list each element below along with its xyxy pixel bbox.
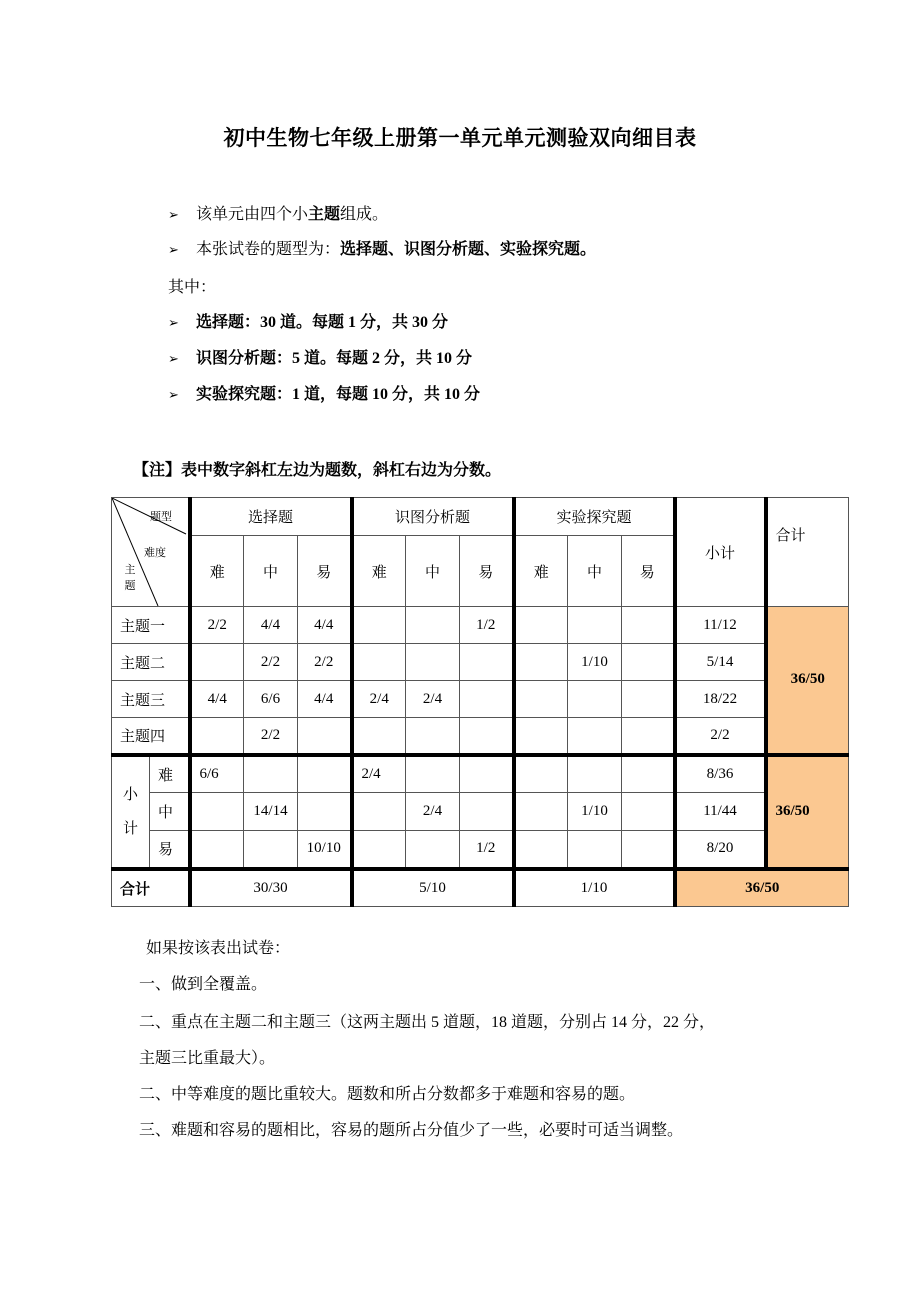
table-cell (514, 755, 568, 793)
header-subtotal: 小计 (675, 498, 766, 607)
table-cell (190, 718, 244, 755)
text: 组成。 (340, 206, 389, 223)
difficulty-subtotal: 8/36 (675, 755, 766, 793)
bold-text: 识图分析题：5 道。每题 2 分，共 10 分 (196, 350, 473, 367)
table-cell (406, 718, 460, 755)
table-cell (406, 831, 460, 869)
text: 其中： (168, 279, 217, 296)
table-cell (514, 681, 568, 718)
table-cell: 10/10 (298, 831, 352, 869)
intro-line (168, 205, 388, 226)
difficulty-header: 难 (190, 536, 244, 607)
difficulty-subtotal: 11/44 (675, 793, 766, 831)
subtotal-section-label (112, 755, 150, 869)
table-cell: 1/2 (460, 607, 514, 644)
topic-subtotal: 18/22 (675, 681, 766, 718)
table-cell: 1/10 (568, 644, 622, 681)
difficulty-subtotal: 8/20 (675, 831, 766, 869)
table-cell (460, 793, 514, 831)
difficulty-subtotal-row (112, 831, 849, 869)
table-cell (514, 607, 568, 644)
table-cell (568, 755, 622, 793)
difficulty-header: 易 (622, 536, 675, 607)
header-total: 合计 (766, 498, 849, 607)
table-cell (514, 718, 568, 755)
total-experiment: 1/10 (514, 869, 675, 907)
intro-line (168, 240, 596, 261)
topic-row (112, 607, 849, 644)
table-cell (514, 644, 568, 681)
difficulty-header: 中 (406, 536, 460, 607)
table-cell: 2/2 (190, 607, 244, 644)
table-cell (244, 831, 298, 869)
table-cell (298, 755, 352, 793)
difficulty-header: 难 (352, 536, 406, 607)
table-cell (460, 718, 514, 755)
total-diagram: 5/10 (352, 869, 514, 907)
difficulty-subtotal-row (112, 793, 849, 831)
table-cell (352, 607, 406, 644)
difficulty-header: 易 (460, 536, 514, 607)
difficulty-header: 难 (514, 536, 568, 607)
grand-total-label: 合计 (112, 869, 190, 907)
table-cell (298, 793, 352, 831)
table-cell (406, 607, 460, 644)
difficulty-label: 中 (150, 793, 190, 831)
table-cell (352, 644, 406, 681)
arrowhead-bullet-icon: ➢ (168, 352, 179, 367)
table-cell (568, 607, 622, 644)
bold-text: 主题 (308, 206, 341, 223)
intro-line (168, 313, 448, 334)
topic-subtotal: 2/2 (675, 718, 766, 755)
intro-line (168, 349, 472, 370)
table-cell (244, 755, 298, 793)
topic-label: 主题四 (112, 718, 190, 755)
table-cell (460, 681, 514, 718)
difficulty-header: 易 (298, 536, 352, 607)
topic-row (112, 718, 849, 755)
topic-subtotal: 5/14 (675, 644, 766, 681)
bold-text: 实验探究题：1 道，每题 10 分，共 10 分 (196, 386, 481, 403)
corner-type-label: 题型 (150, 511, 172, 523)
conclusion-line: 二、重点在主题二和主题三（这两主题出 5 道题，18 道题，分别占 14 分，22 分， (139, 1014, 716, 1031)
table-cell: 2/2 (244, 718, 298, 755)
table-cell (568, 718, 622, 755)
grand-total-row (112, 869, 849, 907)
table-cell: 14/14 (244, 793, 298, 831)
table-cell: 2/4 (352, 755, 406, 793)
difficulty-header: 中 (244, 536, 298, 607)
specification-table (111, 497, 849, 907)
text: 该单元由四个小 (196, 206, 309, 223)
conclusion-line: 三、难题和容易的题相比，容易的题所占分值少了一些，必要时可适当调整。 (139, 1122, 684, 1139)
table-cell (190, 793, 244, 831)
bold-text: 选择题、识图分析题、实验探究题。 (340, 241, 597, 258)
table-cell (406, 644, 460, 681)
total-choice: 30/30 (190, 869, 352, 907)
conclusion-line: 如果按该表出试卷： (146, 940, 291, 957)
topic-row (112, 681, 849, 718)
difficulty-total: 36/50 (766, 755, 849, 869)
text: 本张试卷的题型为： (196, 241, 341, 258)
table-cell (190, 644, 244, 681)
table-cell (622, 793, 675, 831)
arrowhead-bullet-icon: ➢ (168, 388, 179, 403)
difficulty-subtotal-row (112, 755, 849, 793)
table-cell (298, 718, 352, 755)
topic-label: 主题一 (112, 607, 190, 644)
table-cell: 6/6 (190, 755, 244, 793)
table-cell (460, 755, 514, 793)
table-cell (622, 644, 675, 681)
conclusion-line: 主题三比重最大）。 (139, 1050, 276, 1067)
topic-total: 36/50 (766, 607, 849, 755)
table-cell: 2/4 (352, 681, 406, 718)
corner-topic-label: 主题 (124, 564, 136, 592)
corner-difficulty-label: 难度 (144, 547, 166, 559)
table-cell: 2/4 (406, 793, 460, 831)
table-cell: 4/4 (244, 607, 298, 644)
header-type-choice: 选择题 (190, 498, 352, 536)
topic-row (112, 644, 849, 681)
conclusion-line: 一、做到全覆盖。 (139, 976, 268, 993)
table-cell (352, 793, 406, 831)
page-title: 初中生物七年级上册第一单元单元测验双向细目表 (223, 126, 697, 150)
table-cell: 4/4 (298, 681, 352, 718)
grand-total-value: 36/50 (675, 869, 849, 907)
table-cell (622, 718, 675, 755)
table-cell: 4/4 (190, 681, 244, 718)
table-cell (622, 607, 675, 644)
table-cell (622, 831, 675, 869)
table-cell: 6/6 (244, 681, 298, 718)
table-cell (514, 793, 568, 831)
table-cell (352, 718, 406, 755)
topic-label: 主题三 (112, 681, 190, 718)
table-cell: 2/4 (406, 681, 460, 718)
table-cell (568, 681, 622, 718)
difficulty-label: 易 (150, 831, 190, 869)
topic-label: 主题二 (112, 644, 190, 681)
corner-header-cell (112, 498, 190, 607)
subtotal-section-char: 计 (122, 820, 138, 837)
table-cell (406, 755, 460, 793)
arrowhead-bullet-icon: ➢ (168, 316, 179, 331)
table-cell (514, 831, 568, 869)
table-cell (352, 831, 406, 869)
difficulty-label: 难 (150, 755, 190, 793)
table-cell: 1/2 (460, 831, 514, 869)
table-cell (622, 755, 675, 793)
topic-subtotal: 11/12 (675, 607, 766, 644)
bold-text: 选择题：30 道。每题 1 分，共 30 分 (196, 314, 449, 331)
intro-line (168, 278, 216, 298)
table-cell (622, 681, 675, 718)
subtotal-section-char: 小 (122, 786, 138, 803)
header-type-diagram: 识图分析题 (352, 498, 514, 536)
header-type-experiment: 实验探究题 (514, 498, 675, 536)
conclusion-line: 二、中等难度的题比重较大。题数和所占分数都多于难题和容易的题。 (139, 1086, 636, 1103)
table-cell: 4/4 (298, 607, 352, 644)
table-cell: 2/2 (298, 644, 352, 681)
arrowhead-bullet-icon: ➢ (168, 208, 179, 223)
table-cell (190, 831, 244, 869)
table-note: 【注】表中数字斜杠左边为题数，斜杠右边为分数。 (133, 462, 502, 479)
intro-line (168, 385, 480, 406)
table-cell (460, 644, 514, 681)
difficulty-header: 中 (568, 536, 622, 607)
table-cell: 1/10 (568, 793, 622, 831)
arrowhead-bullet-icon: ➢ (168, 243, 179, 258)
table-cell: 2/2 (244, 644, 298, 681)
table-cell (568, 831, 622, 869)
